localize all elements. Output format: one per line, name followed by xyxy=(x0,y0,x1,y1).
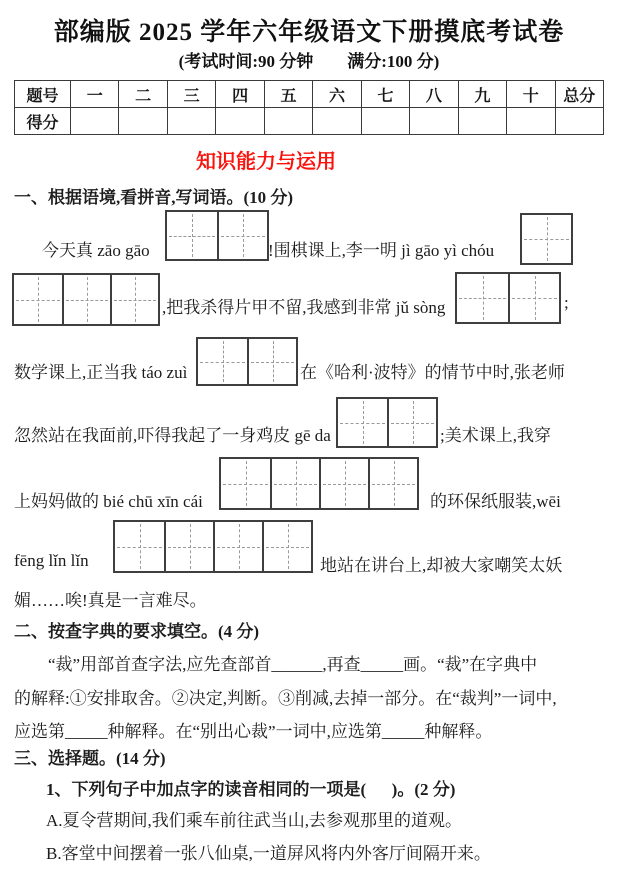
grid-cell[interactable] xyxy=(198,339,247,384)
section1-heading: 一、根据语境,看拼音,写词语。(10 分) xyxy=(14,188,294,207)
writing-grid-jusong[interactable] xyxy=(455,272,561,324)
s6-text-podium: 地站在讲台上,却被大家嘲笑太妖 xyxy=(320,556,563,575)
writing-grid-taozui[interactable] xyxy=(196,337,298,386)
grid-cell[interactable] xyxy=(110,275,158,324)
score-table-cell: 九 xyxy=(458,81,506,108)
question1-option-b: B.客堂中间摆着一张八仙桌,一道屏风将内外客厅间隔开来。 xyxy=(46,844,491,863)
s3-text-taozui: 数学课上,正当我 táo zuì xyxy=(14,363,188,382)
section2-line3: 应选第_____种解释。在“别出心裁”一词中,应选第_____种解释。 xyxy=(14,722,493,741)
section2-heading: 二、按查字典的要求填空。(4 分) xyxy=(14,622,260,641)
grid-cell[interactable] xyxy=(270,459,319,508)
s3-text-harry-potter: 在《哈利·波特》的情节中时,张老师 xyxy=(300,363,565,382)
s4-text-geda: 忽然站在我面前,吓得我起了一身鸡皮 gē da xyxy=(14,426,331,445)
grid-cell[interactable] xyxy=(164,522,213,571)
grid-cell[interactable] xyxy=(14,275,62,324)
grid-cell[interactable] xyxy=(508,274,559,322)
score-table-cell: 题号 xyxy=(15,81,71,108)
grid-cell[interactable] xyxy=(115,522,164,571)
s4-text-art-class: ;美术课上,我穿 xyxy=(440,426,551,445)
score-table-cell: 四 xyxy=(216,81,264,108)
score-table-cell: 总分 xyxy=(555,81,603,108)
writing-grid-jigaoyichou-part1[interactable] xyxy=(520,213,573,265)
s6-text-fenglinlin: fēng lǐn lǐn xyxy=(14,551,89,570)
section2-line2: 的解释:①安排取舍。②决定,判断。③削减,去掉一部分。在“裁判”一词中, xyxy=(14,689,557,708)
score-table-cell: 八 xyxy=(410,81,458,108)
score-table xyxy=(14,80,604,135)
score-table-cell: 五 xyxy=(264,81,312,108)
question1-option-a: A.夏令营期间,我们乘车前往武当山,去参观那里的道观。 xyxy=(46,811,463,830)
grid-cell[interactable] xyxy=(262,522,311,571)
writing-grid-zaogao[interactable] xyxy=(165,210,269,261)
s5-text-biechuxincai: 上妈妈做的 bié chū xīn cái xyxy=(14,492,203,511)
grid-cell[interactable] xyxy=(213,522,262,571)
grid-cell[interactable] xyxy=(522,215,571,263)
score-table-cell: 一 xyxy=(71,81,119,108)
score-table-score-row xyxy=(15,108,604,135)
s2-semicolon: ; xyxy=(564,293,569,312)
score-entry-cell[interactable] xyxy=(361,108,409,135)
question1-text: 1、下列句子中加点字的读音相同的一项是( )。(2 分) xyxy=(46,780,456,799)
grid-cell[interactable] xyxy=(387,399,436,446)
score-row-label: 得分 xyxy=(15,108,71,135)
grid-cell[interactable] xyxy=(338,399,387,446)
score-table-cell: 六 xyxy=(313,81,361,108)
s1-text-zaogao: 今天真 zāo gāo xyxy=(42,241,150,260)
page-title: 部编版 2025 学年六年级语文下册摸底考试卷 xyxy=(53,19,565,46)
grid-cell[interactable] xyxy=(167,212,217,259)
grid-cell[interactable] xyxy=(319,459,368,508)
grid-cell[interactable] xyxy=(221,459,270,508)
score-table-cell: 二 xyxy=(119,81,167,108)
score-entry-cell[interactable] xyxy=(119,108,167,135)
grid-cell[interactable] xyxy=(368,459,417,508)
exam-info-subtitle: (考试时间:90 分钟 满分:100 分) xyxy=(178,52,440,71)
s1-text-jigaoyichou: !围棋课上,李一明 jì gāo yì chóu xyxy=(268,241,495,260)
s7-text-ending: 媚……唉!真是一言难尽。 xyxy=(14,591,207,610)
score-entry-cell[interactable] xyxy=(264,108,312,135)
score-entry-cell[interactable] xyxy=(458,108,506,135)
score-entry-cell[interactable] xyxy=(507,108,555,135)
writing-grid-fenglinlin[interactable] xyxy=(113,520,313,573)
score-entry-cell[interactable] xyxy=(216,108,264,135)
s5-text-paper-costume: 的环保纸服装,wēi xyxy=(430,492,561,511)
section2-line1: “裁”用部首查字法,应先查部首______,再查_____画。“裁”在字典中 xyxy=(48,655,538,674)
score-entry-cell[interactable] xyxy=(410,108,458,135)
grid-cell[interactable] xyxy=(217,212,267,259)
writing-grid-jigaoyichou-part2[interactable] xyxy=(12,273,160,326)
section3-heading: 三、选择题。(14 分) xyxy=(14,749,166,768)
score-entry-cell[interactable] xyxy=(71,108,119,135)
section-banner: 知识能力与运用 xyxy=(196,151,336,173)
score-table-cell: 三 xyxy=(167,81,215,108)
writing-grid-biechuxincai[interactable] xyxy=(219,457,419,510)
score-entry-cell[interactable] xyxy=(167,108,215,135)
score-entry-cell[interactable] xyxy=(555,108,603,135)
grid-cell[interactable] xyxy=(62,275,110,324)
writing-grid-geda[interactable] xyxy=(336,397,438,448)
score-table-cell: 七 xyxy=(361,81,409,108)
score-table-cell: 十 xyxy=(507,81,555,108)
s2-text-jusong: ,把我杀得片甲不留,我感到非常 jǔ sòng xyxy=(162,298,446,317)
grid-cell[interactable] xyxy=(457,274,508,322)
score-table-header-row xyxy=(15,81,604,108)
grid-cell[interactable] xyxy=(247,339,296,384)
score-entry-cell[interactable] xyxy=(313,108,361,135)
